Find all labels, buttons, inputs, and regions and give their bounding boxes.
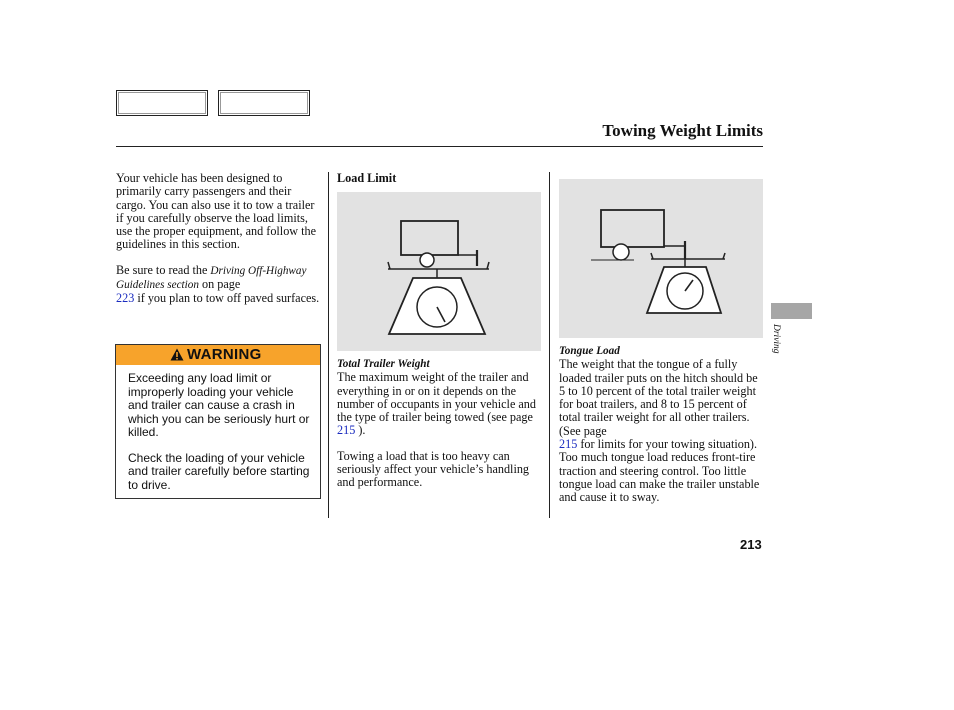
page-link-223[interactable]: 223 — [116, 291, 135, 306]
warning-header — [116, 345, 320, 365]
table-of-contents-button[interactable] — [218, 90, 310, 116]
total-trailer-weight-heading: Total Trailer Weight — [337, 358, 430, 370]
section-label-text: Driving — [771, 324, 781, 354]
warning-paragraph-1: Exceeding any load limit or improperly loading your vehicle and trailer can cause a crash in which you can be seriously hurt or killed. — [128, 371, 310, 439]
p2-on-page: on page — [198, 277, 241, 292]
heavy-load-paragraph: Towing a load that is too heavy can seriously affect your vehicle’s handling and performance. — [337, 448, 530, 490]
tongue-load-section — [559, 345, 763, 517]
tongue-text-after: for limits for your towing situation). Too much tongue load reduces front-tire traction and steering control. Too little tongue load can make the trailer unstable and cause it to sway. — [559, 437, 760, 505]
intro-paragraph: Your vehicle has been designed to primarily carry passengers and their cargo. You can also use it to tow a trailer if you carefully observe the load limits, use the proper equipment, and follow the guidelines in this section. — [116, 171, 317, 252]
load-limit-heading: Load Limit — [337, 171, 397, 185]
ttw-text-after: ). — [355, 423, 366, 438]
page-number: 213 — [740, 537, 762, 552]
warning-box — [115, 344, 321, 499]
tongue-load-heading: Tongue Load — [559, 345, 620, 357]
warning-body — [116, 365, 320, 492]
intro-column — [116, 172, 324, 318]
tongue-text-before: The weight that the tongue of a fully loaded trailer puts on the hitch should be 5 to 10 percent of the total trailer weight for boat trailers, and 8 to 15 percent of total trailer weight for all other trailers. (See page — [559, 357, 758, 438]
page-title: Towing Weight Limits — [602, 121, 763, 140]
warning-triangle-icon — [170, 348, 184, 361]
total-trailer-weight-paragraph — [337, 371, 543, 437]
p2-before: Be sure to read the — [116, 262, 211, 277]
p2-after: if you plan to tow off paved surfaces. — [134, 291, 320, 306]
tongue-load-paragraph — [559, 358, 763, 504]
page-link-215[interactable]: 215 — [337, 423, 356, 438]
total-trailer-weight-section — [337, 358, 543, 502]
trailer-on-scale-illustration — [337, 192, 541, 351]
page-link-215-tongue[interactable]: 215 — [559, 437, 578, 452]
intro-paragraph-2 — [116, 264, 324, 306]
column-divider-2 — [549, 172, 550, 518]
section-tab[interactable] — [771, 303, 812, 319]
section-label — [768, 324, 782, 364]
tongue-on-scale-illustration — [559, 179, 763, 338]
header-rule — [116, 146, 763, 147]
main-menu-button[interactable] — [116, 90, 208, 116]
guidelines-reference: Driving Off-Highway Guidelines section — [116, 264, 307, 292]
ttw-text-before: The maximum weight of the trailer and everything in or on it depends on the number of occupants in your vehicle and the type of trailer being towed (see page — [337, 370, 536, 425]
column-divider-1 — [328, 172, 329, 518]
warning-label: WARNING — [187, 346, 262, 363]
warning-paragraph-2: Check the loading of your vehicle and trailer carefully before starting to drive. — [128, 450, 310, 492]
